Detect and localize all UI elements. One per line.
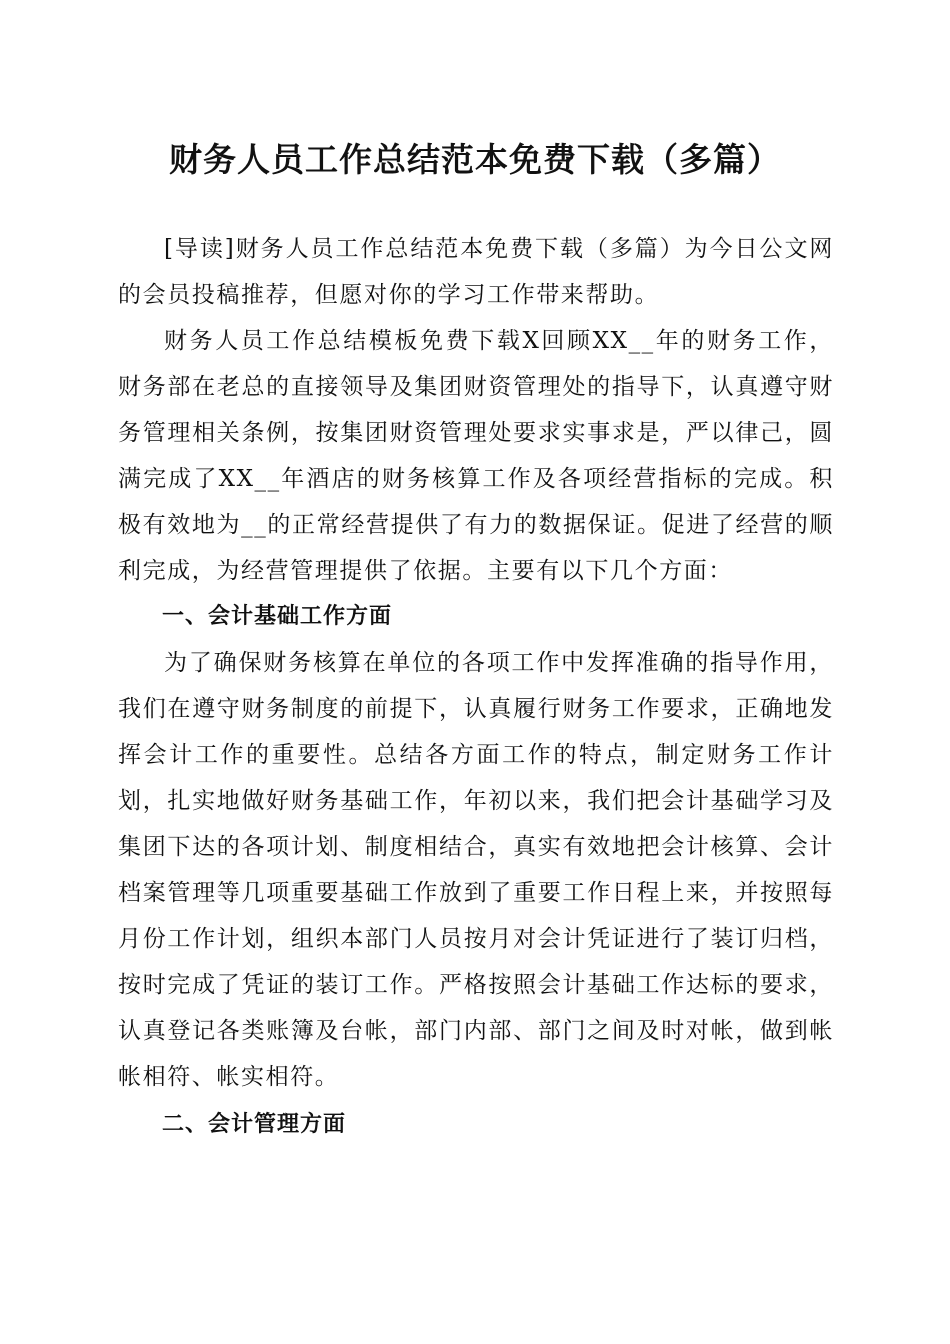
section-heading: 一、会计基础工作方面 bbox=[162, 604, 393, 629]
section-heading: 二、会计管理方面 bbox=[162, 1112, 347, 1137]
body-paragraph: 财务人员工作总结模板免费下载X回顾XX__年的财务工作，财务部在老总的直接领导及集团财资管理处的指导下，认真遵守财务管理相关条例，按集团财资管理处要求实事求是，严以律己，圆满完成了XX__年酒店的财务核算工作及各项经营指标的完成。积极有效地为__的正常经营提供了有力的数据保证。促进了经营的顺利完成，为经营管理提供了依据。主要有以下几个方面： bbox=[118, 328, 834, 584]
intro-paragraph: [导读]财务人员工作总结范本免费下载（多篇）为今日公文网的会员投稿推荐，但愿对你的学习工作带来帮助。 bbox=[118, 236, 834, 308]
document-body bbox=[118, 226, 834, 1148]
document-title: 财务人员工作总结范本免费下载（多篇） bbox=[169, 140, 781, 179]
body-paragraph: 为了确保财务核算在单位的各项工作中发挥准确的指导作用，我们在遵守财务制度的前提下，认真履行财务工作要求，正确地发挥会计工作的重要性。总结各方面工作的特点，制定财务工作计划，扎实地做好财务基础工作，年初以来，我们把会计基础学习及集团下达的各项计划、制度相结合，真实有效地把会计核算、会计档案管理等几项重要基础工作放到了重要工作日程上来，并按照每月份工作计划，组织本部门人员按月对会计凭证进行了装订归档，按时完成了凭证的装订工作。严格按照会计基础工作达标的要求，认真登记各类账簿及台帐，部门内部、部门之间及时对帐，做到帐帐相符、帐实相符。 bbox=[118, 650, 834, 1090]
